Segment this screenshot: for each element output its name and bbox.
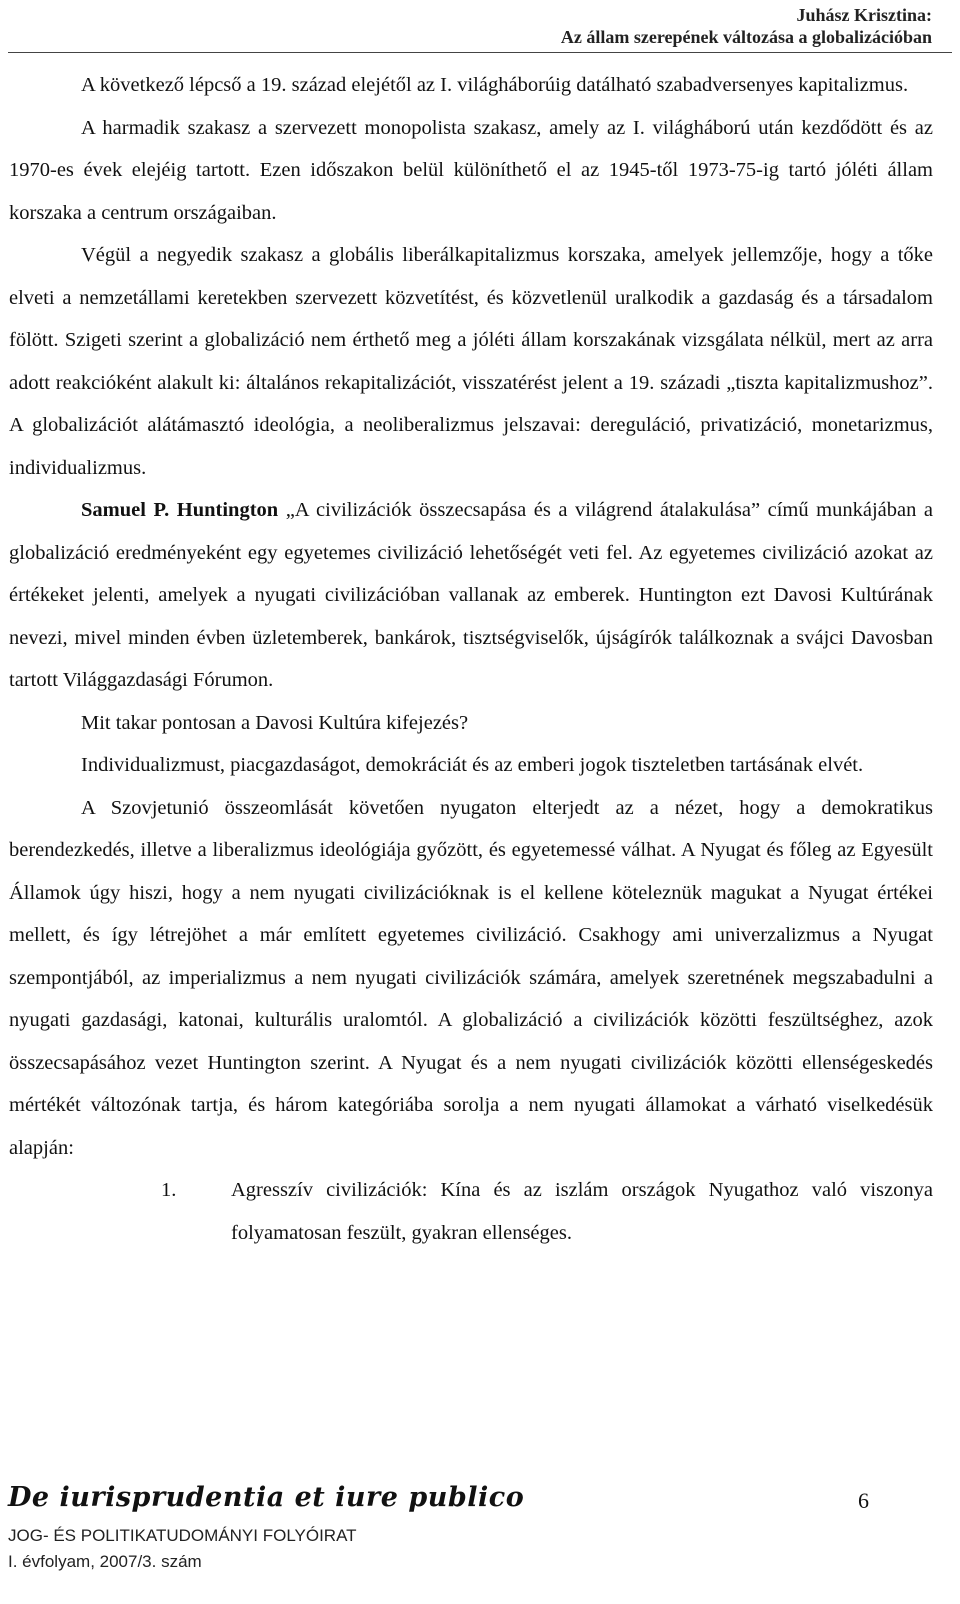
paragraph-2: A harmadik szakasz a szervezett monopolista szakasz, amely az I. világháború után kezdődött és az 1970-es évek elejéig tartott. Ezen időszakon belül különíthető el az 1945-től 1973-75-ig tartó jóléti állam korszaka a centrum országaiban. bbox=[9, 116, 933, 224]
journal-brand: De iurisprudentia et iure publico bbox=[8, 1482, 525, 1513]
header-title: Az állam szerepének változása a globalizációban bbox=[560, 27, 932, 47]
paragraph-1: A következő lépcső a 19. század elejétől az I. világháborúig datálható szabadversenyes kapitalizmus. bbox=[81, 74, 909, 96]
header-author: Juhász Krisztina: bbox=[796, 5, 932, 25]
journal-volume: I. évfolyam, 2007/3. szám bbox=[8, 1552, 202, 1571]
paragraph-4-text: „A civilizációk összecsapása és a világrend átalakulása” című munkájában a globalizáció eredményeként egy egyetemes civilizáció lehetőségét veti fel. Az egyetemes civilizáció azokat az értékeket jelenti, amelyek a nyugati civilizációban vallanak az emberek. Huntington ezt Davosi Kultúrának nevezi, mivel minden évben üzletemberek, bankárok, tisztségviselők, újságírók találkoznak a svájci Davosban tartott Világgazdasági Fórumon. bbox=[9, 499, 933, 691]
huntington-name: Samuel P. Huntington bbox=[81, 499, 279, 521]
running-header bbox=[561, 4, 932, 48]
paragraph-4 bbox=[9, 489, 933, 702]
paragraph-6: Individualizmust, piacgazdaságot, demokráciát és az emberi jogok tiszteletben tartásának elvét. bbox=[81, 754, 864, 776]
list-item bbox=[9, 1169, 933, 1254]
page-number: 6 bbox=[858, 1488, 869, 1513]
journal-name: JOG- ÉS POLITIKATUDOMÁNYI FOLYÓIRAT bbox=[8, 1526, 357, 1545]
paragraph-5: Mit takar pontosan a Davosi Kultúra kifejezés? bbox=[81, 711, 469, 734]
paragraph-7: A Szovjetunió összeomlását követően nyugaton elterjedt az a nézet, hogy a demokratikus berendezkedés, illetve a liberalizmus ideológiája győzött, és egyetemessé válhat. A Nyugat és főleg az Egyesült Államok úgy hiszi, hogy a nem nyugati civilizációknak is el kellene köteleznük magukat a Nyugat értékei mellett, és így létrejöhet a már említett egyetemes civilizáció. Csakhogy ami univerzalizmus a Nyugat szempontjából, az imperializmus a nem nyugati civilizációk számára, amelyek szeretnének megszabadulni a nyugati gazdasági, katonai, kulturális uralomtól. A globalizáció a civilizációk közötti feszültséghez, azok összecsapásához vezet Huntington szerint. A Nyugat és a nem nyugati civilizációk közötti ellenségeskedés mértékét változónak tartja, és három kategóriába sorolja a nem nyugati államokat a várható viselkedésük alapján: bbox=[9, 796, 933, 1159]
header-divider bbox=[8, 52, 952, 53]
list-item-number: 1. bbox=[161, 1179, 177, 1201]
paragraph-3: Végül a negyedik szakasz a globális liberálkapitalizmus korszaka, amelyek jellemzője, hogy a tőke elveti a nemzetállami keretekben szervezett közvetítést, és közvetlenül uralkodik a gazdaság és a társadalom fölött. Szigeti szerint a globalizáció nem érthető meg a jóléti állam korszakának vizsgálata nélkül, mert az arra adott reakcióként alakult ki: általános rekapitalizációt, visszatérést jelent a 19. századi „tiszta kapitalizmushoz”. A globalizációt alátámasztó ideológia, a neoliberalizmus jelszavai: dereguláció, privatizáció, monetarizmus, individualizmus. bbox=[9, 244, 933, 479]
body-text bbox=[9, 64, 933, 1254]
list-item-text: Agresszív civilizációk: Kína és az iszlám országok Nyugathoz való viszonya folyamatosan feszült, gyakran ellenséges. bbox=[231, 1179, 933, 1244]
